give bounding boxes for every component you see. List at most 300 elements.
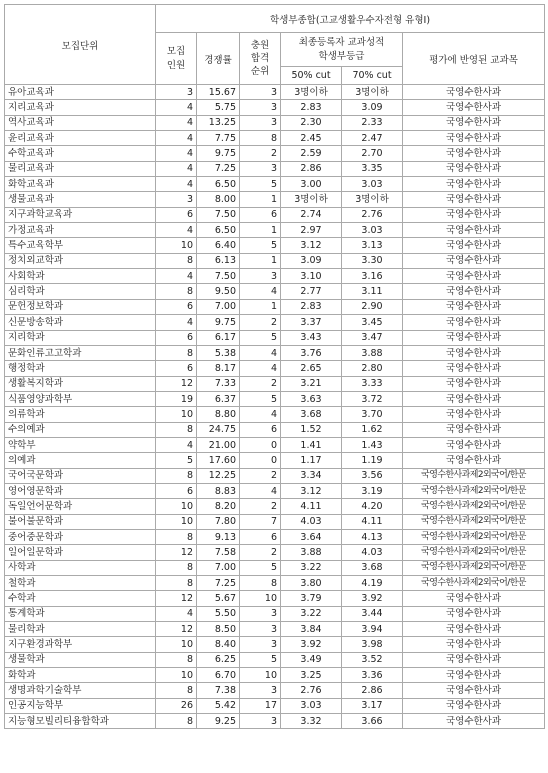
cell-rank: 2: [240, 499, 281, 514]
cell-competition: 7.25: [197, 576, 240, 591]
cell-cut50: 3.37: [281, 315, 342, 330]
cell-recruit: 10: [156, 637, 197, 652]
table-row: [5, 253, 545, 268]
cell-competition: 9.13: [197, 529, 240, 544]
cell-subjects: 국영수한사과: [403, 85, 545, 100]
cell-unit: 일어일문학과: [5, 545, 156, 560]
cell-unit: 화학교육과: [5, 177, 156, 192]
cell-unit: 심리학과: [5, 284, 156, 299]
cell-rank: 2: [240, 468, 281, 483]
cell-cut50: 3.12: [281, 483, 342, 498]
cell-cut50: 3.92: [281, 637, 342, 652]
cell-competition: 9.50: [197, 284, 240, 299]
cell-subjects: 국영수한사과: [403, 238, 545, 253]
table-row: [5, 545, 545, 560]
cell-cut70: 3.92: [342, 591, 403, 606]
cell-recruit: 8: [156, 468, 197, 483]
cell-subjects: 국영수한사과: [403, 361, 545, 376]
cell-unit: 수학교육과: [5, 146, 156, 161]
cell-subjects: 국영수한사과: [403, 223, 545, 238]
cell-subjects: 국영수한사과: [403, 652, 545, 667]
cell-competition: 13.25: [197, 115, 240, 130]
cell-subjects: 국영수한사과: [403, 299, 545, 314]
cell-cut70: 3명이하: [342, 85, 403, 100]
cell-cut70: 3.47: [342, 330, 403, 345]
header-subjects: 평가에 반영된 교과목: [403, 33, 545, 85]
cell-recruit: 10: [156, 407, 197, 422]
cell-competition: 7.80: [197, 514, 240, 529]
cell-subjects: 국영수한사과: [403, 315, 545, 330]
cell-recruit: 12: [156, 622, 197, 637]
cell-subjects: 국영수한사과: [403, 146, 545, 161]
cell-cut70: 3.44: [342, 606, 403, 621]
cell-unit: 지리교육과: [5, 100, 156, 115]
table-row: [5, 668, 545, 683]
cell-recruit: 10: [156, 514, 197, 529]
cell-cut70: 3.45: [342, 315, 403, 330]
cell-subjects: 국영수한사과: [403, 606, 545, 621]
cell-subjects: 국영수한사과: [403, 269, 545, 284]
cell-subjects: 국영수한사과제2외국어/한문: [403, 468, 545, 483]
cell-recruit: 8: [156, 576, 197, 591]
cell-competition: 6.37: [197, 391, 240, 406]
cell-recruit: 4: [156, 223, 197, 238]
cell-recruit: 10: [156, 668, 197, 683]
cell-cut50: 1.41: [281, 437, 342, 452]
cell-rank: 2: [240, 146, 281, 161]
cell-rank: 0: [240, 453, 281, 468]
cell-cut70: 3.33: [342, 376, 403, 391]
cell-rank: 3: [240, 606, 281, 621]
cell-unit: 지구과학교육과: [5, 207, 156, 222]
cell-cut70: 1.19: [342, 453, 403, 468]
cell-recruit: 10: [156, 499, 197, 514]
cell-recruit: 4: [156, 315, 197, 330]
cell-cut50: 2.65: [281, 361, 342, 376]
cell-competition: 7.33: [197, 376, 240, 391]
cell-rank: 2: [240, 315, 281, 330]
cell-competition: 21.00: [197, 437, 240, 452]
header-unit: 모집단위: [5, 5, 156, 85]
cell-cut70: 2.47: [342, 131, 403, 146]
cell-cut70: 3명이하: [342, 192, 403, 207]
cell-cut70: 2.80: [342, 361, 403, 376]
cell-subjects: 국영수한사과: [403, 637, 545, 652]
cell-cut70: 2.86: [342, 683, 403, 698]
cell-recruit: 3: [156, 192, 197, 207]
cell-cut70: 3.19: [342, 483, 403, 498]
cell-cut50: 3명이하: [281, 85, 342, 100]
cell-unit: 의예과: [5, 453, 156, 468]
cell-cut50: 3.32: [281, 714, 342, 729]
cell-rank: 6: [240, 207, 281, 222]
table-row: [5, 345, 545, 360]
cell-cut50: 3.68: [281, 407, 342, 422]
cell-subjects: 국영수한사과: [403, 376, 545, 391]
cell-cut70: 3.94: [342, 622, 403, 637]
cell-unit: 독일언어문학과: [5, 499, 156, 514]
cell-subjects: 국영수한사과제2외국어/한문: [403, 483, 545, 498]
cell-unit: 생물학과: [5, 652, 156, 667]
table-row: [5, 115, 545, 130]
cell-recruit: 4: [156, 100, 197, 115]
cell-cut70: 3.16: [342, 269, 403, 284]
cell-unit: 유아교육과: [5, 85, 156, 100]
cell-rank: 4: [240, 284, 281, 299]
cell-cut50: 3명이하: [281, 192, 342, 207]
cell-rank: 2: [240, 545, 281, 560]
table-row: [5, 391, 545, 406]
cell-cut50: 1.17: [281, 453, 342, 468]
cell-competition: 9.25: [197, 714, 240, 729]
cell-rank: 1: [240, 253, 281, 268]
cell-cut50: 2.83: [281, 299, 342, 314]
cell-subjects: 국영수한사과: [403, 207, 545, 222]
cell-cut70: 3.35: [342, 161, 403, 176]
cell-subjects: 국영수한사과: [403, 698, 545, 713]
cell-recruit: 3: [156, 85, 197, 100]
cell-cut50: 3.22: [281, 560, 342, 575]
table-row: [5, 652, 545, 667]
table-row: [5, 284, 545, 299]
cell-cut70: 2.90: [342, 299, 403, 314]
cell-rank: 0: [240, 437, 281, 452]
cell-competition: 8.00: [197, 192, 240, 207]
cell-cut50: 3.00: [281, 177, 342, 192]
cell-cut70: 1.43: [342, 437, 403, 452]
cell-subjects: 국영수한사과: [403, 177, 545, 192]
cell-recruit: 8: [156, 422, 197, 437]
cell-competition: 5.42: [197, 698, 240, 713]
cell-rank: 5: [240, 238, 281, 253]
cell-competition: 5.50: [197, 606, 240, 621]
cell-subjects: 국영수한사과제2외국어/한문: [403, 529, 545, 544]
cell-cut70: 4.11: [342, 514, 403, 529]
cell-cut50: 3.43: [281, 330, 342, 345]
cell-rank: 4: [240, 361, 281, 376]
cell-rank: 3: [240, 622, 281, 637]
cell-unit: 수의예과: [5, 422, 156, 437]
cell-competition: 7.50: [197, 269, 240, 284]
cell-competition: 6.70: [197, 668, 240, 683]
cell-rank: 3: [240, 85, 281, 100]
cell-unit: 식품영양과학부: [5, 391, 156, 406]
cell-unit: 생활복지학과: [5, 376, 156, 391]
cell-subjects: 국영수한사과제2외국어/한문: [403, 514, 545, 529]
cell-competition: 24.75: [197, 422, 240, 437]
cell-rank: 8: [240, 131, 281, 146]
cell-recruit: 4: [156, 131, 197, 146]
table-header: [5, 5, 545, 85]
table-row: [5, 315, 545, 330]
cell-cut50: 2.59: [281, 146, 342, 161]
table-row: [5, 299, 545, 314]
cell-subjects: 국영수한사과: [403, 115, 545, 130]
table-row: [5, 714, 545, 729]
cell-cut50: 3.09: [281, 253, 342, 268]
cell-rank: 10: [240, 668, 281, 683]
cell-cut70: 1.62: [342, 422, 403, 437]
cell-subjects: 국영수한사과: [403, 100, 545, 115]
cell-competition: 7.00: [197, 560, 240, 575]
cell-rank: 2: [240, 376, 281, 391]
cell-competition: 9.75: [197, 146, 240, 161]
cell-unit: 정치외교학과: [5, 253, 156, 268]
table-row: [5, 376, 545, 391]
cell-cut70: 3.68: [342, 560, 403, 575]
cell-subjects: 국영수한사과: [403, 330, 545, 345]
table-row: [5, 146, 545, 161]
cell-rank: 4: [240, 483, 281, 498]
cell-rank: 7: [240, 514, 281, 529]
cell-recruit: 4: [156, 146, 197, 161]
cell-cut50: 3.03: [281, 698, 342, 713]
cell-unit: 지리학과: [5, 330, 156, 345]
cell-rank: 5: [240, 652, 281, 667]
cell-cut50: 1.52: [281, 422, 342, 437]
cell-cut50: 3.76: [281, 345, 342, 360]
cell-cut50: 3.49: [281, 652, 342, 667]
table-row: [5, 177, 545, 192]
cell-cut50: 4.03: [281, 514, 342, 529]
cell-cut50: 3.25: [281, 668, 342, 683]
header-recruit: 모집 인원: [156, 33, 197, 85]
cell-unit: 통계학과: [5, 606, 156, 621]
cell-cut70: 3.66: [342, 714, 403, 729]
cell-cut50: 3.63: [281, 391, 342, 406]
table-row: [5, 238, 545, 253]
cell-competition: 7.58: [197, 545, 240, 560]
cell-rank: 3: [240, 269, 281, 284]
cell-competition: 7.25: [197, 161, 240, 176]
cell-cut50: 3.22: [281, 606, 342, 621]
cell-subjects: 국영수한사과: [403, 622, 545, 637]
cell-rank: 3: [240, 115, 281, 130]
cell-cut70: 3.09: [342, 100, 403, 115]
cell-unit: 사학과: [5, 560, 156, 575]
cell-cut50: 4.11: [281, 499, 342, 514]
cell-rank: 4: [240, 407, 281, 422]
cell-unit: 생명과학기술학부: [5, 683, 156, 698]
cell-cut50: 3.12: [281, 238, 342, 253]
cell-subjects: 국영수한사과: [403, 591, 545, 606]
cell-unit: 약학부: [5, 437, 156, 452]
header-rank: 충원 합격 순위: [240, 33, 281, 85]
cell-recruit: 26: [156, 698, 197, 713]
table-row: [5, 698, 545, 713]
cell-unit: 역사교육과: [5, 115, 156, 130]
cell-rank: 5: [240, 391, 281, 406]
cell-rank: 4: [240, 345, 281, 360]
cell-unit: 영어영문학과: [5, 483, 156, 498]
cell-cut70: 4.13: [342, 529, 403, 544]
cell-competition: 7.75: [197, 131, 240, 146]
cell-unit: 생물교육과: [5, 192, 156, 207]
cell-rank: 3: [240, 100, 281, 115]
cell-unit: 의류학과: [5, 407, 156, 422]
table-row: [5, 622, 545, 637]
table-row: [5, 637, 545, 652]
table-row: [5, 361, 545, 376]
cell-subjects: 국영수한사과제2외국어/한문: [403, 499, 545, 514]
cell-subjects: 국영수한사과: [403, 131, 545, 146]
table-row: [5, 437, 545, 452]
cell-rank: 10: [240, 591, 281, 606]
cell-unit: 특수교육학부: [5, 238, 156, 253]
cell-cut70: 3.88: [342, 345, 403, 360]
cell-cut70: 3.52: [342, 652, 403, 667]
cell-competition: 7.38: [197, 683, 240, 698]
cell-subjects: 국영수한사과제2외국어/한문: [403, 560, 545, 575]
cell-cut50: 2.30: [281, 115, 342, 130]
cell-unit: 수학과: [5, 591, 156, 606]
table-row: [5, 85, 545, 100]
cell-subjects: 국영수한사과: [403, 437, 545, 452]
cell-recruit: 8: [156, 683, 197, 698]
cell-recruit: 8: [156, 284, 197, 299]
table-row: [5, 483, 545, 498]
header-group: 학생부종합(고교생활우수자전형 유형I): [156, 5, 545, 33]
cell-recruit: 8: [156, 714, 197, 729]
cell-recruit: 5: [156, 453, 197, 468]
cell-competition: 9.75: [197, 315, 240, 330]
table-row: [5, 529, 545, 544]
cell-recruit: 4: [156, 177, 197, 192]
cell-unit: 가정교육과: [5, 223, 156, 238]
cell-rank: 3: [240, 161, 281, 176]
cell-unit: 물리학과: [5, 622, 156, 637]
cell-unit: 화학과: [5, 668, 156, 683]
cell-competition: 17.60: [197, 453, 240, 468]
cell-subjects: 국영수한사과: [403, 453, 545, 468]
cell-cut50: 3.84: [281, 622, 342, 637]
cell-recruit: 6: [156, 299, 197, 314]
cell-unit: 철학과: [5, 576, 156, 591]
cell-cut50: 2.76: [281, 683, 342, 698]
table-row: [5, 591, 545, 606]
cell-competition: 15.67: [197, 85, 240, 100]
cell-recruit: 4: [156, 115, 197, 130]
cell-recruit: 6: [156, 330, 197, 345]
cell-recruit: 12: [156, 591, 197, 606]
cell-competition: 8.80: [197, 407, 240, 422]
cell-competition: 8.83: [197, 483, 240, 498]
cell-unit: 신문방송학과: [5, 315, 156, 330]
cell-subjects: 국영수한사과: [403, 714, 545, 729]
cell-rank: 3: [240, 637, 281, 652]
table-row: [5, 161, 545, 176]
table-row: [5, 192, 545, 207]
cell-subjects: 국영수한사과: [403, 345, 545, 360]
cell-subjects: 국영수한사과: [403, 668, 545, 683]
cell-unit: 물리교육과: [5, 161, 156, 176]
cell-subjects: 국영수한사과제2외국어/한문: [403, 576, 545, 591]
header-final-grade: 최종등록자 교과성적 학생부등급: [281, 33, 403, 67]
cell-cut70: 3.72: [342, 391, 403, 406]
table-row: [5, 560, 545, 575]
cell-competition: 6.25: [197, 652, 240, 667]
table-row: [5, 606, 545, 621]
cell-recruit: 8: [156, 560, 197, 575]
cell-competition: 6.13: [197, 253, 240, 268]
cell-recruit: 6: [156, 483, 197, 498]
cell-unit: 국어국문학과: [5, 468, 156, 483]
cell-recruit: 8: [156, 652, 197, 667]
cell-unit: 중어중문학과: [5, 529, 156, 544]
cell-competition: 5.75: [197, 100, 240, 115]
table-row: [5, 207, 545, 222]
cell-cut70: 3.56: [342, 468, 403, 483]
cell-recruit: 6: [156, 207, 197, 222]
table-row: [5, 407, 545, 422]
cell-rank: 17: [240, 698, 281, 713]
cell-competition: 8.40: [197, 637, 240, 652]
table-row: [5, 499, 545, 514]
cell-rank: 8: [240, 576, 281, 591]
cell-unit: 인공지능학부: [5, 698, 156, 713]
cell-unit: 지능형모빌리티융합학과: [5, 714, 156, 729]
cell-recruit: 8: [156, 253, 197, 268]
cell-rank: 1: [240, 223, 281, 238]
cell-competition: 8.17: [197, 361, 240, 376]
cell-cut70: 3.03: [342, 177, 403, 192]
cell-cut70: 4.03: [342, 545, 403, 560]
cell-cut70: 4.20: [342, 499, 403, 514]
cell-recruit: 4: [156, 161, 197, 176]
cell-competition: 6.17: [197, 330, 240, 345]
cell-competition: 6.50: [197, 223, 240, 238]
cell-competition: 6.50: [197, 177, 240, 192]
table-row: [5, 100, 545, 115]
cell-recruit: 10: [156, 238, 197, 253]
table-row: [5, 330, 545, 345]
cell-competition: 7.50: [197, 207, 240, 222]
cell-rank: 6: [240, 529, 281, 544]
cell-cut50: 2.83: [281, 100, 342, 115]
cell-competition: 8.20: [197, 499, 240, 514]
cell-unit: 불어불문학과: [5, 514, 156, 529]
cell-unit: 윤리교육과: [5, 131, 156, 146]
cell-competition: 7.00: [197, 299, 240, 314]
cell-unit: 문화인류고고학과: [5, 345, 156, 360]
cell-cut70: 3.70: [342, 407, 403, 422]
cell-rank: 5: [240, 177, 281, 192]
cell-recruit: 6: [156, 361, 197, 376]
cell-unit: 사회학과: [5, 269, 156, 284]
cell-cut70: 2.70: [342, 146, 403, 161]
cell-subjects: 국영수한사과: [403, 161, 545, 176]
cell-competition: 6.40: [197, 238, 240, 253]
cell-cut70: 3.36: [342, 668, 403, 683]
cell-rank: 3: [240, 683, 281, 698]
header-cut50: 50% cut: [281, 67, 342, 85]
table-row: [5, 576, 545, 591]
cell-competition: 5.38: [197, 345, 240, 360]
table-row: [5, 131, 545, 146]
table-row: [5, 453, 545, 468]
cell-competition: 5.67: [197, 591, 240, 606]
cell-cut70: 4.19: [342, 576, 403, 591]
table-row: [5, 269, 545, 284]
cell-cut70: 3.03: [342, 223, 403, 238]
cell-unit: 문헌정보학과: [5, 299, 156, 314]
cell-subjects: 국영수한사과: [403, 391, 545, 406]
cell-rank: 3: [240, 714, 281, 729]
cell-unit: 지구환경과학부: [5, 637, 156, 652]
cell-cut50: 2.77: [281, 284, 342, 299]
cell-cut70: 3.98: [342, 637, 403, 652]
cell-rank: 1: [240, 192, 281, 207]
